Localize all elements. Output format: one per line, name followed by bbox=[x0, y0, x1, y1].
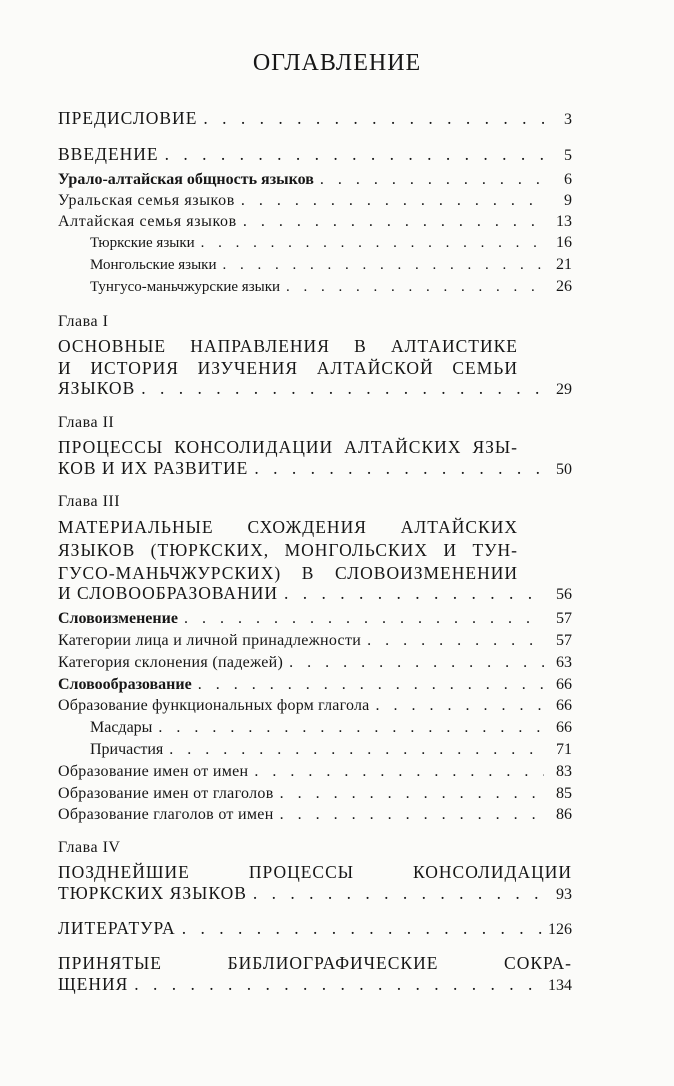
entry-page: 66 bbox=[556, 697, 572, 714]
dot-leader bbox=[280, 805, 544, 825]
dot-leader bbox=[286, 277, 544, 297]
entry-page: 21 bbox=[556, 256, 572, 273]
entry-page: 66 bbox=[556, 719, 572, 736]
dot-leader bbox=[280, 784, 544, 804]
entry-page: 85 bbox=[556, 785, 572, 802]
entry-page: 3 bbox=[564, 111, 572, 128]
chapter-1-label: Глава I bbox=[58, 313, 109, 330]
toc-entry-verbs-from-nouns bbox=[58, 805, 572, 825]
dot-leader bbox=[182, 918, 542, 938]
toc-entry-derivation bbox=[58, 675, 572, 695]
entry-text: Категория склонения (падежей) bbox=[58, 654, 284, 671]
entry-text: Причастия bbox=[90, 741, 164, 758]
dot-leader bbox=[241, 191, 544, 211]
entry-text: Уральская семья языков bbox=[58, 192, 235, 209]
entry-text: ВВЕДЕНИЕ bbox=[58, 144, 159, 164]
entry-page: 6 bbox=[564, 171, 572, 188]
chapter-3-label: Глава III bbox=[58, 493, 121, 510]
toc-entry-tungusic bbox=[90, 277, 572, 297]
entry-page: 16 bbox=[556, 234, 572, 251]
entry-page: 57 bbox=[556, 610, 572, 627]
entry-page: 56 bbox=[556, 586, 572, 603]
page-title: ОГЛАВЛЕНИЕ bbox=[252, 50, 422, 76]
entry-text: Образование глаголов от имен bbox=[58, 806, 274, 823]
toc-entry-nouns-from-nouns bbox=[58, 762, 572, 782]
toc-entry-literature bbox=[58, 918, 572, 940]
entry-text: Словоизменение bbox=[58, 610, 178, 627]
toc-entry-chapter-1 bbox=[58, 378, 572, 400]
toc-entry-mongolic bbox=[90, 255, 572, 275]
abbreviations-title-line: ПРИНЯТЫЕ БИБЛИОГРАФИЧЕСКИЕ СОКРА- bbox=[58, 953, 572, 973]
dot-leader bbox=[254, 762, 544, 782]
entry-text: ЩЕНИЯ bbox=[58, 974, 129, 994]
toc-entry-masdars bbox=[90, 718, 572, 738]
toc-entry-case bbox=[58, 653, 572, 673]
chapter-4-title-line: ПОЗДНЕЙШИЕ ПРОЦЕССЫ КОНСОЛИДАЦИИ bbox=[58, 862, 572, 882]
entry-text: Образование имен от имен bbox=[58, 763, 249, 780]
entry-page: 50 bbox=[556, 461, 572, 478]
dot-leader bbox=[320, 170, 544, 190]
entry-text: Тюркские языки bbox=[90, 235, 195, 251]
entry-text: Монгольские языки bbox=[90, 257, 217, 273]
chapter-2-title-line: ПРОЦЕССЫ КОНСОЛИДАЦИИ АЛТАЙСКИХ ЯЗЫ- bbox=[58, 437, 518, 457]
dot-leader bbox=[375, 696, 544, 716]
dot-leader bbox=[253, 883, 544, 903]
toc-entry-altaic bbox=[58, 212, 572, 232]
entry-text: ЯЗЫКОВ bbox=[58, 378, 136, 398]
dot-leader bbox=[141, 378, 544, 398]
entry-page: 86 bbox=[556, 806, 572, 823]
entry-page: 126 bbox=[548, 921, 572, 938]
toc-entry-chapter-4 bbox=[58, 883, 572, 905]
entry-text: Урало-алтайская общность языков bbox=[58, 171, 314, 188]
entry-page: 9 bbox=[564, 192, 572, 209]
entry-page: 93 bbox=[556, 886, 572, 903]
entry-text: Алтайская семья языков bbox=[58, 213, 237, 230]
dot-leader bbox=[184, 609, 544, 629]
dot-leader bbox=[134, 974, 542, 994]
chapter-3-title-line: МАТЕРИАЛЬНЫЕ СХОЖДЕНИЯ АЛТАЙСКИХ bbox=[58, 517, 518, 537]
toc-entry-preface bbox=[58, 108, 572, 130]
entry-text: Образование имен от глаголов bbox=[58, 785, 274, 802]
toc-entry-uralic bbox=[58, 191, 572, 211]
entry-page: 57 bbox=[556, 632, 572, 649]
entry-text: Масдары bbox=[90, 719, 153, 736]
toc-entry-verb-forms bbox=[58, 696, 572, 716]
entry-page: 13 bbox=[556, 213, 572, 230]
dot-leader bbox=[158, 718, 544, 738]
chapter-1-title-line: ОСНОВНЫЕ НАПРАВЛЕНИЯ В АЛТАИСТИКЕ bbox=[58, 336, 518, 356]
dot-leader bbox=[367, 631, 544, 651]
chapter-4-label: Глава IV bbox=[58, 839, 121, 856]
chapter-2-label: Глава II bbox=[58, 414, 115, 431]
chapter-1-title-line: И ИСТОРИЯ ИЗУЧЕНИЯ АЛТАЙСКОЙ СЕМЬИ bbox=[58, 358, 518, 378]
entry-page: 29 bbox=[556, 381, 572, 398]
dot-leader bbox=[165, 144, 544, 164]
entry-page: 83 bbox=[556, 763, 572, 780]
dot-leader bbox=[254, 458, 544, 478]
entry-text: Категории лица и личной принадлежности bbox=[58, 632, 362, 649]
entry-text: Тунгусо-маньчжурские языки bbox=[90, 279, 281, 295]
chapter-3-title-line: ЯЗЫКОВ (ТЮРКСКИХ, МОНГОЛЬСКИХ И ТУН- bbox=[58, 540, 518, 560]
entry-text: ПРЕДИСЛОВИЕ bbox=[58, 108, 198, 128]
entry-text: Словообразование bbox=[58, 676, 192, 693]
toc-entry-participles bbox=[90, 740, 572, 760]
dot-leader bbox=[203, 108, 544, 128]
toc-entry-person bbox=[58, 631, 572, 651]
toc-entry-chapter-3 bbox=[58, 583, 572, 605]
entry-page: 26 bbox=[556, 278, 572, 295]
toc-entry-chapter-2 bbox=[58, 458, 572, 480]
toc-entry-nouns-from-verbs bbox=[58, 784, 572, 804]
dot-leader bbox=[284, 583, 544, 603]
toc-entry-ural-altaic bbox=[58, 170, 572, 190]
dot-leader bbox=[289, 653, 544, 673]
entry-text: ЛИТЕРАТУРА bbox=[58, 918, 176, 938]
entry-page: 71 bbox=[556, 741, 572, 758]
toc-entry-inflection bbox=[58, 609, 572, 629]
toc-entry-intro bbox=[58, 144, 572, 166]
entry-page: 5 bbox=[564, 147, 572, 164]
entry-text: И СЛОВООБРАЗОВАНИИ bbox=[58, 583, 278, 603]
entry-text: Образование функциональных форм глагола bbox=[58, 697, 370, 714]
entry-text: ТЮРКСКИХ ЯЗЫКОВ bbox=[58, 883, 247, 903]
dot-leader bbox=[169, 740, 544, 760]
entry-text: КОВ И ИХ РАЗВИТИЕ bbox=[58, 458, 249, 478]
chapter-3-title-line: ГУСО-МАНЬЧЖУРСКИХ) В СЛОВОИЗМЕНЕНИИ bbox=[58, 563, 518, 583]
toc-entry-abbreviations bbox=[58, 974, 572, 996]
toc-entry-turkic bbox=[90, 233, 572, 253]
dot-leader bbox=[201, 233, 544, 253]
entry-page: 134 bbox=[548, 977, 572, 994]
entry-page: 63 bbox=[556, 654, 572, 671]
dot-leader bbox=[198, 675, 544, 695]
entry-page: 66 bbox=[556, 676, 572, 693]
dot-leader bbox=[243, 212, 544, 232]
dot-leader bbox=[223, 255, 545, 275]
